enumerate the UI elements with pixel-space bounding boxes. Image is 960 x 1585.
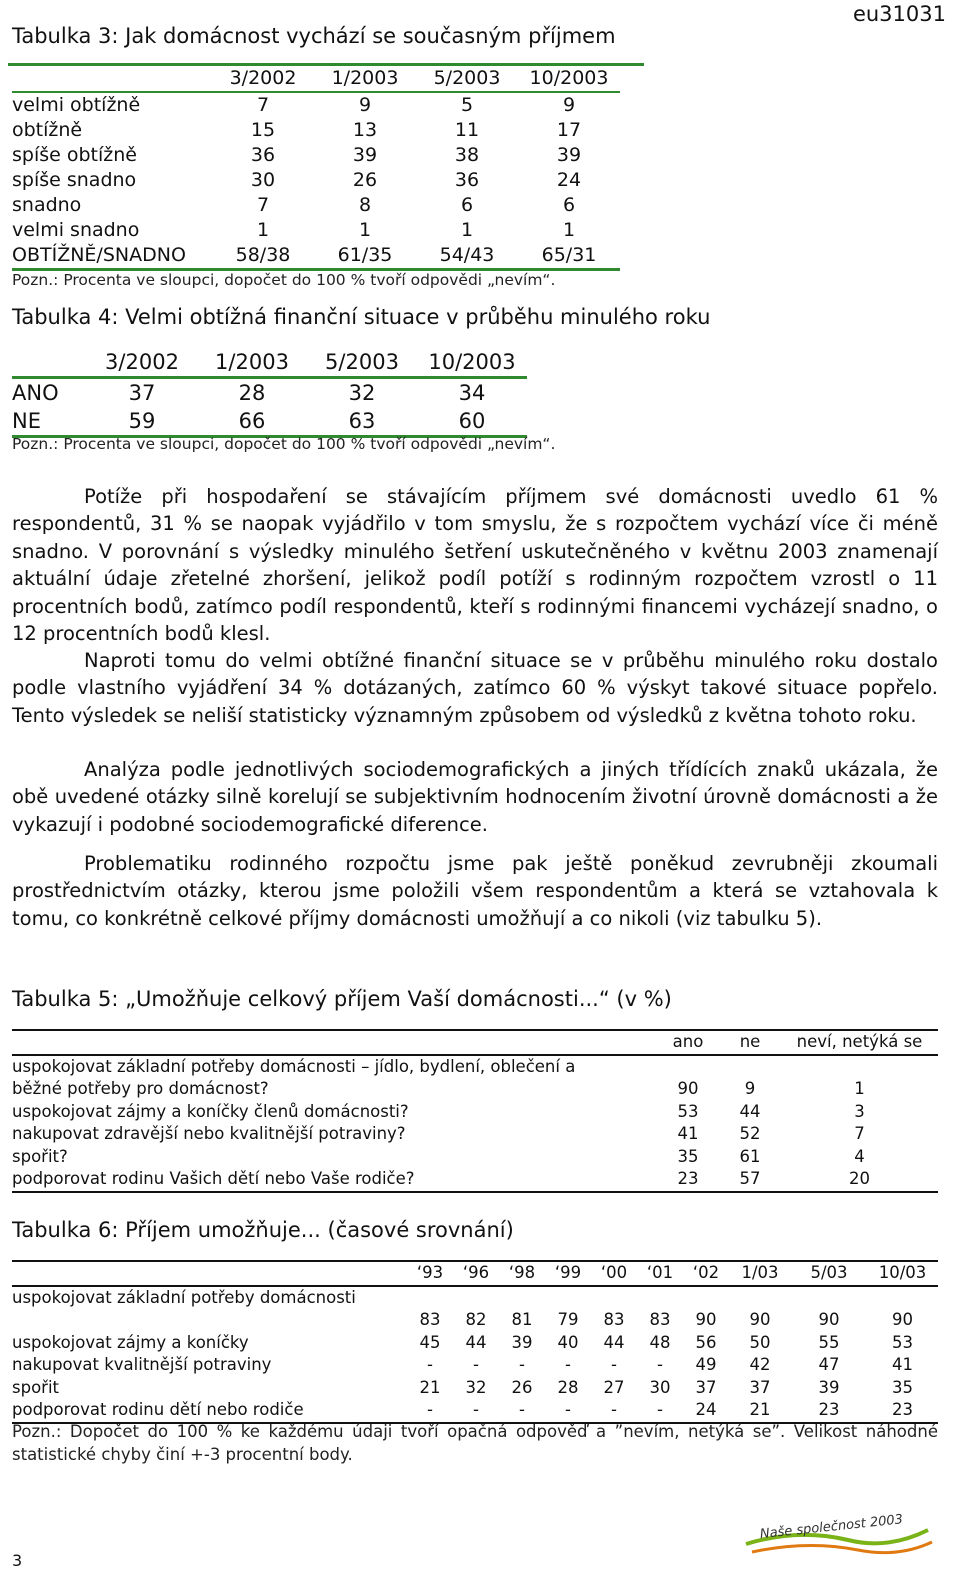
row-label: uspokojovat základní potřeby domácnosti: [12, 1287, 356, 1307]
table6-note: Pozn.: Dopočet do 100 % ke každému údaji tvoří opačná odpověď a ”nevím, netýká se”. Velikost náhodné statistické chyby činí +-3 procentní body.: [12, 1422, 938, 1464]
cell: 37: [128, 381, 156, 405]
cell: 34: [458, 381, 486, 405]
cell: 7: [256, 94, 270, 116]
cell: -: [565, 1355, 571, 1374]
table4: [12, 348, 527, 438]
cell: 54/43: [439, 244, 495, 266]
cell: 82: [465, 1310, 487, 1329]
cell: 23: [818, 1400, 840, 1419]
cell: 24: [556, 169, 582, 191]
row-label: uspokojovat základní potřeby domácnosti – jídlo, bydlení, oblečení a: [12, 1056, 576, 1076]
table5-row: [12, 1168, 938, 1192]
cell: 30: [250, 169, 276, 191]
cell: 9: [562, 94, 576, 116]
row-label: velmi snadno: [12, 219, 140, 241]
table4-col-header: 5/2003: [325, 350, 399, 374]
table5-row: [12, 1055, 938, 1079]
row-label: obtížně: [12, 119, 83, 141]
table3: [12, 66, 620, 271]
cell: 90: [695, 1310, 717, 1329]
cell: 15: [250, 119, 276, 141]
cell: -: [657, 1400, 663, 1419]
cell: 32: [348, 381, 376, 405]
cell: -: [519, 1355, 525, 1374]
cell: 9: [358, 94, 372, 116]
cell: 57: [739, 1169, 761, 1188]
table4-row: [12, 407, 527, 437]
row-label: uspokojovat zájmy a koníčky členů domácnosti?: [12, 1101, 409, 1121]
cell: 59: [128, 409, 156, 433]
cell: 7: [256, 194, 270, 216]
table6-col-header: ‘93: [416, 1263, 444, 1282]
table6-col-header: ‘99: [554, 1263, 582, 1282]
table5: [12, 1029, 938, 1193]
cell: 23: [677, 1169, 699, 1188]
cell: 41: [892, 1355, 913, 1374]
table6-col-header: ‘01: [646, 1263, 674, 1282]
table3-row: [12, 218, 620, 243]
cell: -: [427, 1400, 433, 1419]
row-label: snadno: [12, 194, 82, 216]
cell: -: [473, 1355, 479, 1374]
cell: 39: [556, 144, 582, 166]
cell: 36: [250, 144, 276, 166]
cell: 35: [892, 1377, 913, 1397]
table3-row: [12, 243, 620, 270]
cell: 26: [352, 169, 378, 191]
page-number: 3: [12, 1551, 23, 1570]
table3-col-header: 5/2003: [433, 67, 501, 89]
cell: 53: [677, 1101, 699, 1121]
cell: 1: [562, 219, 576, 241]
table6-row: [12, 1309, 938, 1332]
table6-col-header: ‘02: [692, 1263, 720, 1282]
table3-row: [12, 168, 620, 193]
cell: 36: [454, 169, 480, 191]
row-label: spíše snadno: [12, 169, 137, 191]
table4-header-row: [12, 348, 527, 378]
cell: 39: [511, 1332, 533, 1352]
table4-col-header: 1/2003: [215, 350, 289, 374]
table5-row: [12, 1146, 938, 1169]
table4-col-header: 10/2003: [428, 350, 516, 374]
cell: 5: [460, 94, 474, 116]
cell: 79: [557, 1310, 579, 1329]
table3-row: [12, 92, 620, 118]
cell: 48: [649, 1332, 671, 1352]
table4-title: Tabulka 4: Velmi obtížná finanční situace v průběhu minulého roku: [12, 305, 711, 329]
cell: 55: [818, 1332, 840, 1352]
nase-spolecnost-logo: [738, 1500, 938, 1568]
cell: 81: [511, 1310, 533, 1329]
row-label: NE: [12, 409, 41, 433]
cell: 1: [460, 219, 474, 241]
cell: 39: [352, 144, 378, 166]
table5-title: Tabulka 5: „Umožňuje celkový příjem Vaší domácnosti...“ (v %): [12, 987, 672, 1011]
cell: 38: [454, 144, 480, 166]
table6-row: [12, 1286, 938, 1310]
cell: 21: [419, 1377, 441, 1397]
cell: -: [427, 1355, 433, 1374]
row-label: spíše obtížně: [12, 144, 137, 166]
table3-row: [12, 143, 620, 168]
cell: 49: [695, 1355, 717, 1374]
table5-col-header: neví, netýká se: [796, 1032, 923, 1051]
cell: -: [473, 1400, 479, 1419]
cell: 83: [649, 1310, 671, 1329]
row-label: podporovat rodinu dětí nebo rodiče: [12, 1400, 304, 1419]
cell: 42: [749, 1355, 771, 1374]
table5-col-header: ano: [672, 1032, 704, 1051]
table5-row: [12, 1123, 938, 1146]
table6-col-header: 5/03: [810, 1263, 848, 1282]
cell: 8: [358, 194, 372, 216]
cell: 28: [557, 1377, 579, 1397]
cell: -: [611, 1355, 617, 1374]
cell: 4: [854, 1146, 865, 1166]
table3-title: Tabulka 3: Jak domácnost vychází se současným příjmem: [12, 24, 616, 48]
cell: 6: [460, 194, 474, 216]
table6-col-header: ‘98: [508, 1263, 536, 1282]
table4-col-header: 3/2002: [105, 350, 179, 374]
cell: 28: [238, 381, 266, 405]
cell: 52: [739, 1124, 761, 1143]
table6-col-header: 10/03: [878, 1263, 927, 1282]
cell: 90: [749, 1310, 771, 1329]
cell: -: [519, 1400, 525, 1419]
row-label: podporovat rodinu Vašich dětí nebo Vaše rodiče?: [12, 1169, 415, 1188]
cell: 90: [677, 1079, 699, 1098]
cell: 7: [854, 1124, 865, 1143]
cell: 1: [256, 219, 270, 241]
row-label: ANO: [12, 381, 59, 405]
table3-col-header: 1/2003: [331, 67, 399, 89]
document-id: eu31031: [852, 2, 946, 26]
cell: 50: [749, 1332, 771, 1352]
cell: 21: [749, 1400, 771, 1419]
cell: 24: [695, 1400, 717, 1419]
table3-note: Pozn.: Procenta ve sloupci, dopočet do 100 % tvoří odpovědi „nevím“.: [12, 271, 556, 289]
cell: 65/31: [541, 244, 597, 266]
table4-row: [12, 378, 527, 408]
cell: 32: [465, 1377, 487, 1397]
row-label: nakupovat zdravější nebo kvalitnější potraviny?: [12, 1124, 406, 1143]
table6-row: [12, 1332, 938, 1355]
table3-col-header: 10/2003: [529, 67, 609, 89]
cell: 53: [892, 1332, 913, 1352]
cell: 11: [454, 119, 480, 141]
cell: 1: [358, 219, 372, 241]
cell: 47: [818, 1355, 840, 1374]
row-label: běžné potřeby pro domácnost?: [12, 1079, 269, 1098]
cell: 17: [556, 119, 582, 141]
cell: 58/38: [235, 244, 291, 266]
cell: 26: [511, 1377, 533, 1397]
cell: 39: [818, 1377, 840, 1397]
table6-col-header: 1/03: [741, 1263, 779, 1282]
table6-row: [12, 1354, 938, 1377]
table6-title: Tabulka 6: Příjem umožňuje... (časové srovnání): [12, 1218, 514, 1242]
cell: 35: [677, 1146, 699, 1166]
paragraph: Naproti tomu do velmi obtížné finanční situace se v průběhu minulého roku dostalo podle vlastního vyjádření 34 % dotázaných, zatímco 60 % výskyt takové situace popřelo. Tento výsledek se neliší statisticky významným způsobem od výsledků z května tohoto roku.: [12, 649, 938, 727]
table6-row: [12, 1399, 938, 1423]
row-label: spořit?: [12, 1146, 68, 1166]
cell: 37: [695, 1377, 717, 1397]
table3-row: [12, 118, 620, 143]
paragraph: Problematiku rodinného rozpočtu jsme pak ještě poněkud zevrubněji zkoumali prostřednictvím otázky, kterou jsme položili všem respondentům a která se vztahovala k tomu, co konkrétně celkové příjmy domácnosti umožňují a co nikoli (viz tabulku 5).: [12, 852, 938, 930]
cell: 45: [419, 1332, 441, 1352]
table6-row: [12, 1377, 938, 1400]
cell: -: [565, 1400, 571, 1419]
cell: -: [611, 1400, 617, 1419]
table5-header-row: [12, 1030, 938, 1055]
cell: 30: [649, 1377, 671, 1397]
cell: 37: [749, 1377, 771, 1397]
row-label: OBTÍŽNĚ/SNADNO: [12, 244, 186, 266]
cell: 23: [892, 1400, 913, 1419]
row-label: velmi obtížně: [12, 94, 141, 116]
cell: 40: [557, 1332, 579, 1352]
table6-col-header: ‘96: [462, 1263, 490, 1282]
paragraph: Analýza podle jednotlivých sociodemografických a jiných třídících znaků ukázala, že obě uvedené otázky silně korelují se subjektivním hodnocením životní úrovně domácnosti a že vykazují i podobné sociodemografické diference.: [12, 758, 938, 836]
table6: [12, 1260, 938, 1424]
logo-text: Naše společnost 2003: [759, 1512, 904, 1543]
cell: 61: [739, 1146, 761, 1166]
row-label: spořit: [12, 1377, 60, 1397]
cell: 44: [465, 1332, 487, 1352]
cell: 20: [849, 1169, 870, 1188]
cell: 66: [238, 409, 266, 433]
cell: 63: [348, 409, 376, 433]
cell: 9: [744, 1079, 756, 1098]
table6-col-header: ‘00: [600, 1263, 628, 1282]
cell: 90: [892, 1310, 913, 1329]
table5-row: [12, 1078, 938, 1101]
cell: 83: [603, 1310, 625, 1329]
cell: 41: [677, 1124, 699, 1143]
cell: 6: [562, 194, 576, 216]
cell: 13: [352, 119, 378, 141]
row-label: uspokojovat zájmy a koníčky: [12, 1332, 249, 1352]
table5-row: [12, 1101, 938, 1124]
cell: 90: [818, 1310, 840, 1329]
table5-col-header: ne: [739, 1032, 761, 1051]
table3-col-header: 3/2002: [229, 67, 297, 89]
cell: 44: [603, 1332, 625, 1352]
cell: 83: [419, 1310, 441, 1329]
cell: 1: [854, 1079, 865, 1098]
cell: 60: [458, 409, 486, 433]
cell: 61/35: [337, 244, 393, 266]
paragraph: Potíže při hospodaření se stávajícím příjmem své domácnosti uvedlo 61 % respondentů, 31 % se naopak vyjádřilo v tom smyslu, že s rozpočtem vychází více či méně snadno. V porovnání s výsledky minulého šetření uskutečněného v květnu 2003 znamenají aktuální údaje zřetelné zhoršení, jelikož podíl potíží s rodinným rozpočtem vzrostl o 11 procentních bodů, zatímco podíl respondentů, kteří s rodinnými financemi vycházejí snadno, o 12 procentních bodů klesl.: [12, 485, 938, 646]
table4-note: Pozn.: Procenta ve sloupci, dopočet do 100 % tvoří odpovědi „nevím“.: [12, 435, 556, 453]
cell: 3: [854, 1101, 865, 1121]
table3-row: [12, 193, 620, 218]
cell: 27: [603, 1377, 625, 1397]
table6-header-row: [12, 1261, 938, 1286]
row-label: nakupovat kvalitnější potraviny: [12, 1355, 272, 1374]
cell: 44: [739, 1101, 761, 1121]
cell: -: [657, 1355, 663, 1374]
cell: 56: [695, 1332, 717, 1352]
table3-header-row: [12, 66, 620, 92]
